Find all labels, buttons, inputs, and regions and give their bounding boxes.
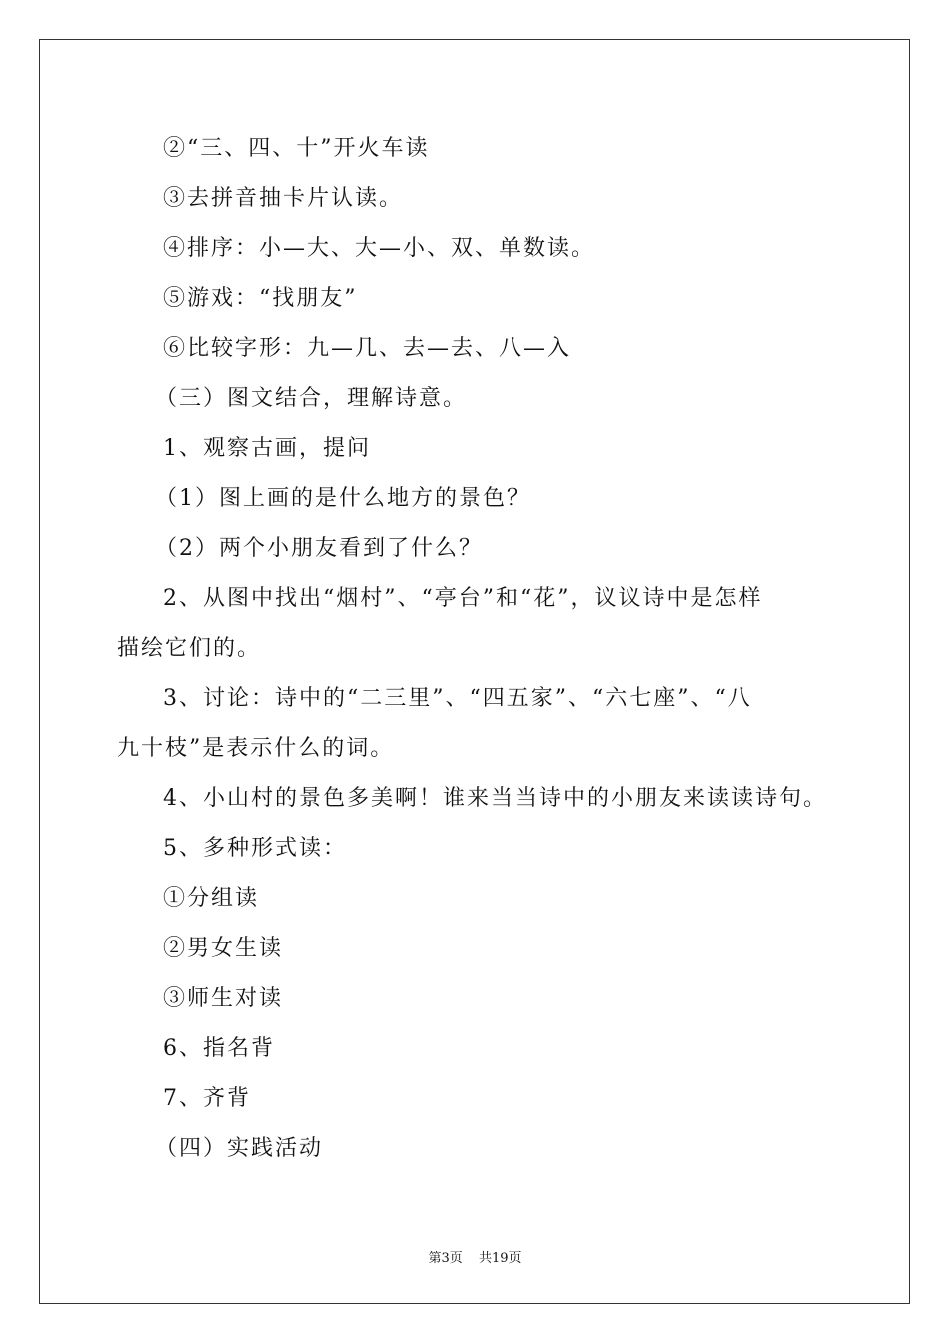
text-line: ③去拼音抽卡片认读。 <box>163 186 404 211</box>
text-line: 1、观察古画，提问 <box>163 436 371 461</box>
page-footer <box>0 1247 950 1266</box>
text-line: 5、多种形式读： <box>163 836 347 861</box>
page-total: 共19页 <box>478 1251 522 1266</box>
text-line: 4、小山村的景色多美啊！谁来当当诗中的小朋友来读读诗句。 <box>163 786 827 811</box>
page-number: 第3页 <box>428 1251 463 1266</box>
text-line: ④排序：小—大、大—小、双、单数读。 <box>163 236 596 261</box>
section-heading: （四）实践活动 <box>155 1136 324 1161</box>
text-line-continued: 描绘它们的。 <box>117 636 262 661</box>
document-body <box>117 124 837 1174</box>
text-line: ⑥比较字形：九—几、去—去、八—入 <box>163 336 572 361</box>
text-line: ②“三、四、十”开火车读 <box>163 136 430 161</box>
text-line: ⑤游戏：“找朋友” <box>163 286 358 311</box>
text-line: ③师生对读 <box>163 986 284 1011</box>
text-line-continued: 九十枝”是表示什么的词。 <box>117 736 395 761</box>
text-line: ②男女生读 <box>163 936 284 961</box>
section-heading: （三）图文结合，理解诗意。 <box>155 386 468 411</box>
text-line: （1）图上画的是什么地方的景色？ <box>155 486 531 511</box>
text-line: 7、齐背 <box>163 1086 251 1111</box>
text-line: 3、讨论：诗中的“二三里”、“四五家”、“六七座”、“八 <box>163 686 752 711</box>
text-line: 2、从图中找出“烟村”、“亭台”和“花”，议议诗中是怎样 <box>163 586 763 611</box>
text-line: ①分组读 <box>163 886 260 911</box>
text-line: （2）两个小朋友看到了什么？ <box>155 536 483 561</box>
text-line: 6、指名背 <box>163 1036 275 1061</box>
